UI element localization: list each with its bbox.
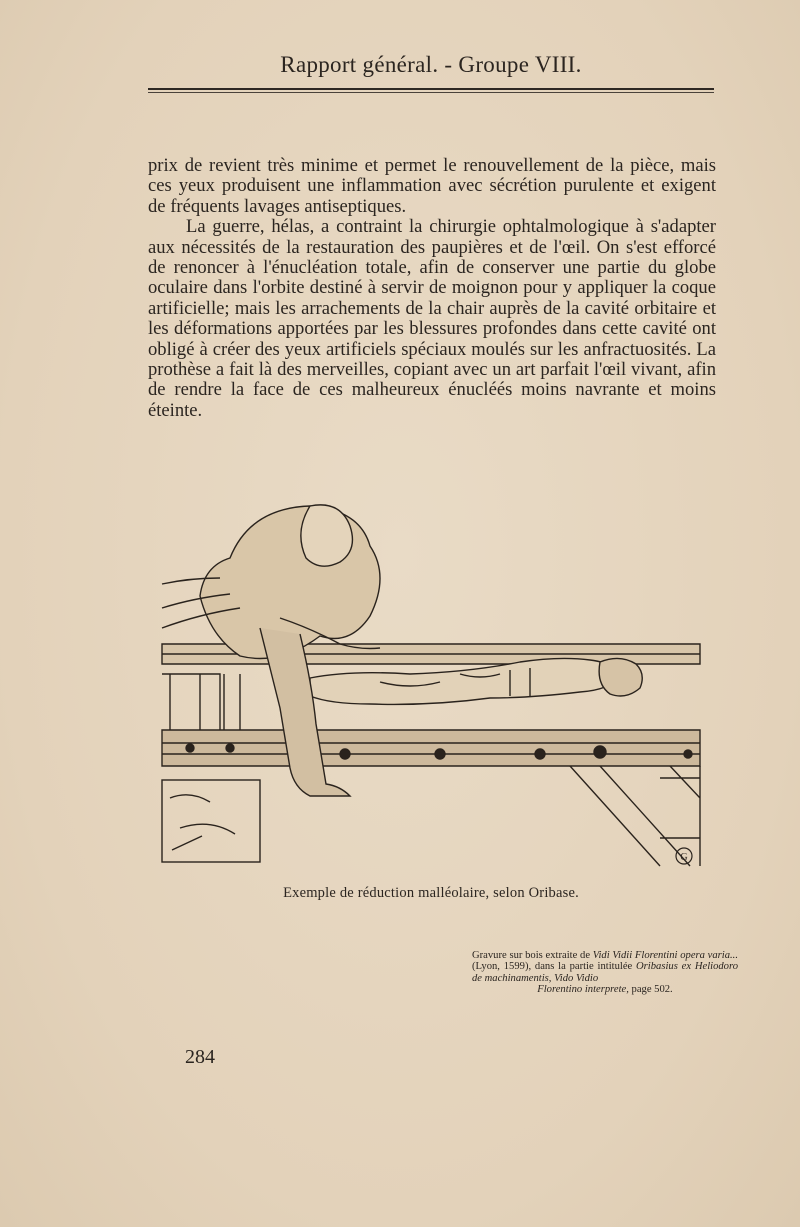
source-note bbox=[472, 950, 738, 996]
bench-frame bbox=[162, 730, 700, 766]
stone-step bbox=[162, 780, 260, 862]
patient-body bbox=[310, 658, 620, 704]
patient-head bbox=[599, 658, 642, 696]
note-text: (Lyon, 1599), dans la partie intitulée bbox=[472, 961, 637, 973]
physician-head bbox=[301, 505, 353, 566]
note-title: Vidi Vidii Florentini opera varia... bbox=[592, 950, 738, 961]
figure-caption: Exemple de réduction malléolaire, selon Oribase. bbox=[283, 885, 579, 901]
page-number: 284 bbox=[185, 1046, 215, 1068]
header-rule-thick bbox=[148, 88, 714, 90]
woodcut-illustration bbox=[160, 498, 708, 870]
note-page: page 502. bbox=[628, 984, 673, 996]
note-section: Oribasius ex Heliodoro de machinamentis, Vido Vidio bbox=[472, 961, 738, 984]
note-text: Gravure sur bois extraite de bbox=[472, 950, 593, 961]
note-interpreter: Florentino interprete, bbox=[537, 984, 629, 996]
right-support bbox=[570, 766, 700, 866]
paragraph-war-surgery: La guerre, hélas, a contraint la chirurgie ophtalmologique à s'adapter aux nécessités de la restauration des paupières et de l'œil. On s'est efforcé de renoncer à l'énucléation totale, afin de conserver une partie du globe oculaire dans l'orbite destiné à servir de moignon pour y appliquer la coque artificielle; mais les arrachements de la chair auprès de la cavité orbitaire et les déformations apportées par les blessures profondes dans cette cavité ont obligé à créer des yeux artificiels spéciaux moulés sur les anfractuosités. La prothèse a fait là des merveilles, copiant avec un art parfait l'œil vivant, afin de rendre la face de ces malheureux énucléés moins navrante et moins éteinte. bbox=[148, 216, 716, 421]
paragraph-continuation: prix de revient très minime et permet le renouvellement de la pièce, mais ces yeux produisent une inflammation avec sécrétion purulente et exigent de fréquents lavages antiseptiques. bbox=[148, 155, 716, 217]
header-rule-thin bbox=[148, 92, 714, 93]
left-winch bbox=[162, 674, 220, 730]
stone-cracks bbox=[170, 795, 235, 850]
body-text bbox=[148, 156, 716, 421]
running-header: Rapport général. - Groupe VIII. bbox=[280, 52, 582, 77]
note-last-line bbox=[472, 984, 738, 995]
monogram-text: G bbox=[680, 852, 688, 863]
